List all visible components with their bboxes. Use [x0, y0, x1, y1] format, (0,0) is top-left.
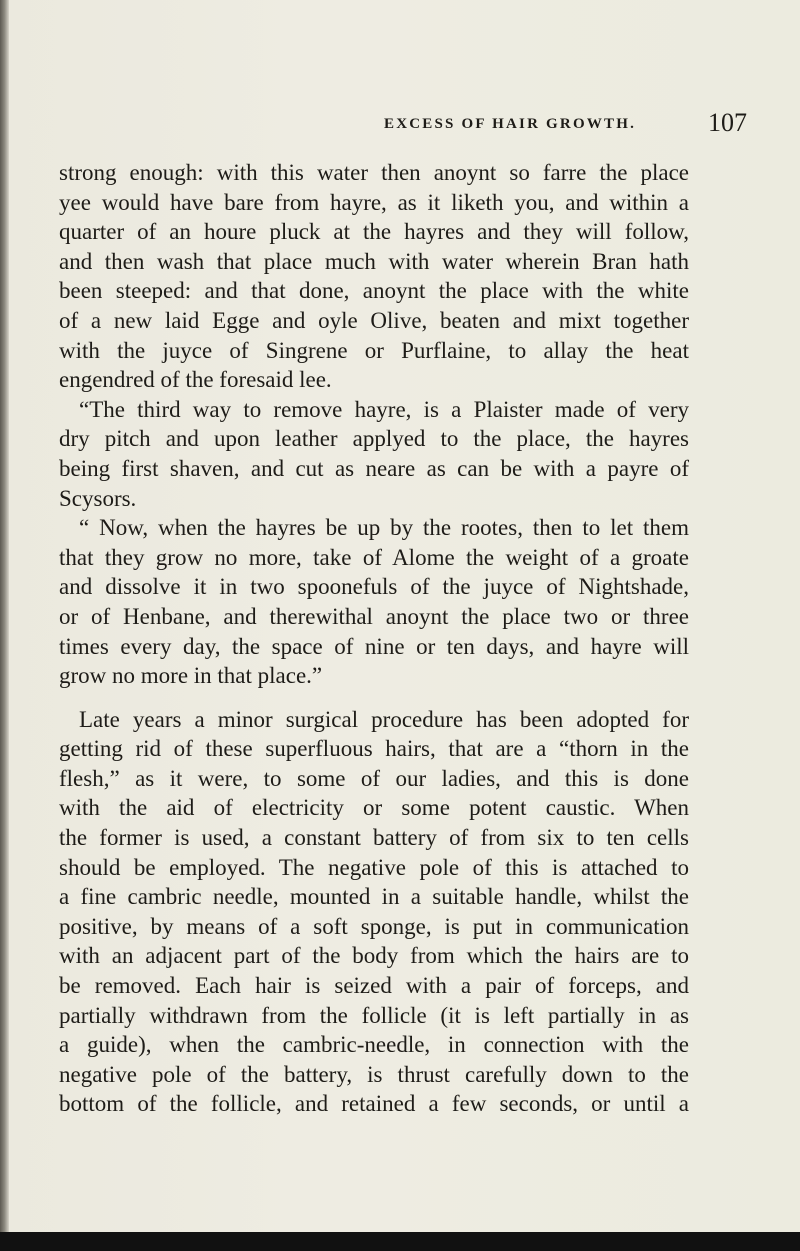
- text-line: getting rid of these superfluous hairs, that are a “thorn in the: [59, 736, 689, 762]
- text-line: being first shaven, and cut as neare as can be with a payre of: [59, 455, 689, 481]
- text-line: a guide), when the cambric-needle, in connection with the: [59, 1032, 689, 1058]
- text-line: quarter of an houre pluck at the hayres and they will follow,: [59, 219, 689, 245]
- text-line: bottom of the follicle, and retained a few seconds, or until a: [59, 1091, 689, 1117]
- text-line: “ Now, when the hayres be up by the rootes, then to let them: [79, 515, 689, 541]
- text-line: partially withdrawn from the follicle (it is left partially in as: [59, 1002, 689, 1028]
- text-line: or of Henbane, and therewithal anoynt the place two or three: [59, 603, 689, 629]
- text-line: the former is used, a constant battery of from six to ten cells: [59, 825, 689, 851]
- page-bottom-edge: [0, 1232, 800, 1251]
- page-binding-edge: [0, 0, 9, 1251]
- text-line: strong enough: with this water then anoynt so farre the place: [59, 160, 689, 185]
- page-number: 107: [708, 108, 747, 137]
- text-line: with the juyce of Singrene or Purflaine, to allay the heat: [59, 337, 689, 363]
- page-header: [0, 0, 800, 150]
- text-line: and dissolve it in two spoonefuls of the juyce of Nightshade,: [59, 574, 689, 600]
- text-line: should be employed. The negative pole of this is attached to: [59, 854, 689, 880]
- running-head: EXCESS OF HAIR GROWTH.: [384, 116, 637, 132]
- text-line: that they grow no more, take of Alome the weight of a groate: [59, 544, 689, 570]
- text-line: be removed. Each hair is seized with a pair of forceps, and: [59, 973, 689, 999]
- body-text: [59, 158, 689, 1119]
- text-line: been steeped: and that done, anoynt the place with the white: [59, 278, 689, 304]
- text-line: with the aid of electricity or some potent caustic. When: [59, 795, 689, 821]
- text-line: Scysors.: [59, 485, 137, 511]
- text-line: times every day, the space of nine or ten days, and hayre will: [59, 633, 689, 659]
- text-line: Late years a minor surgical procedure has been adopted for: [79, 706, 689, 732]
- text-line: grow no more in that place.”: [59, 663, 323, 689]
- text-line: with an adjacent part of the body from which the hairs are to: [59, 943, 689, 969]
- text-line: flesh,” as it were, to some of our ladies, and this is done: [59, 765, 689, 791]
- text-line: of a new laid Egge and oyle Olive, beaten and mixt together: [59, 307, 689, 333]
- text-line: “The third way to remove hayre, is a Plaister made of very: [79, 396, 689, 422]
- text-line: dry pitch and upon leather applyed to the place, the hayres: [59, 426, 689, 452]
- text-line: yee would have bare from hayre, as it liketh you, and within a: [59, 189, 689, 215]
- text-line: engendred of the foresaid lee.: [59, 367, 332, 393]
- text-line: positive, by means of a soft sponge, is put in communication: [59, 913, 689, 939]
- text-line: a fine cambric needle, mounted in a suitable handle, whilst the: [59, 884, 689, 910]
- paragraph-gap: [59, 691, 689, 705]
- text-line: negative pole of the battery, is thrust carefully down to the: [59, 1061, 689, 1087]
- text-line: and then wash that place much with water wherein Bran hath: [59, 248, 689, 274]
